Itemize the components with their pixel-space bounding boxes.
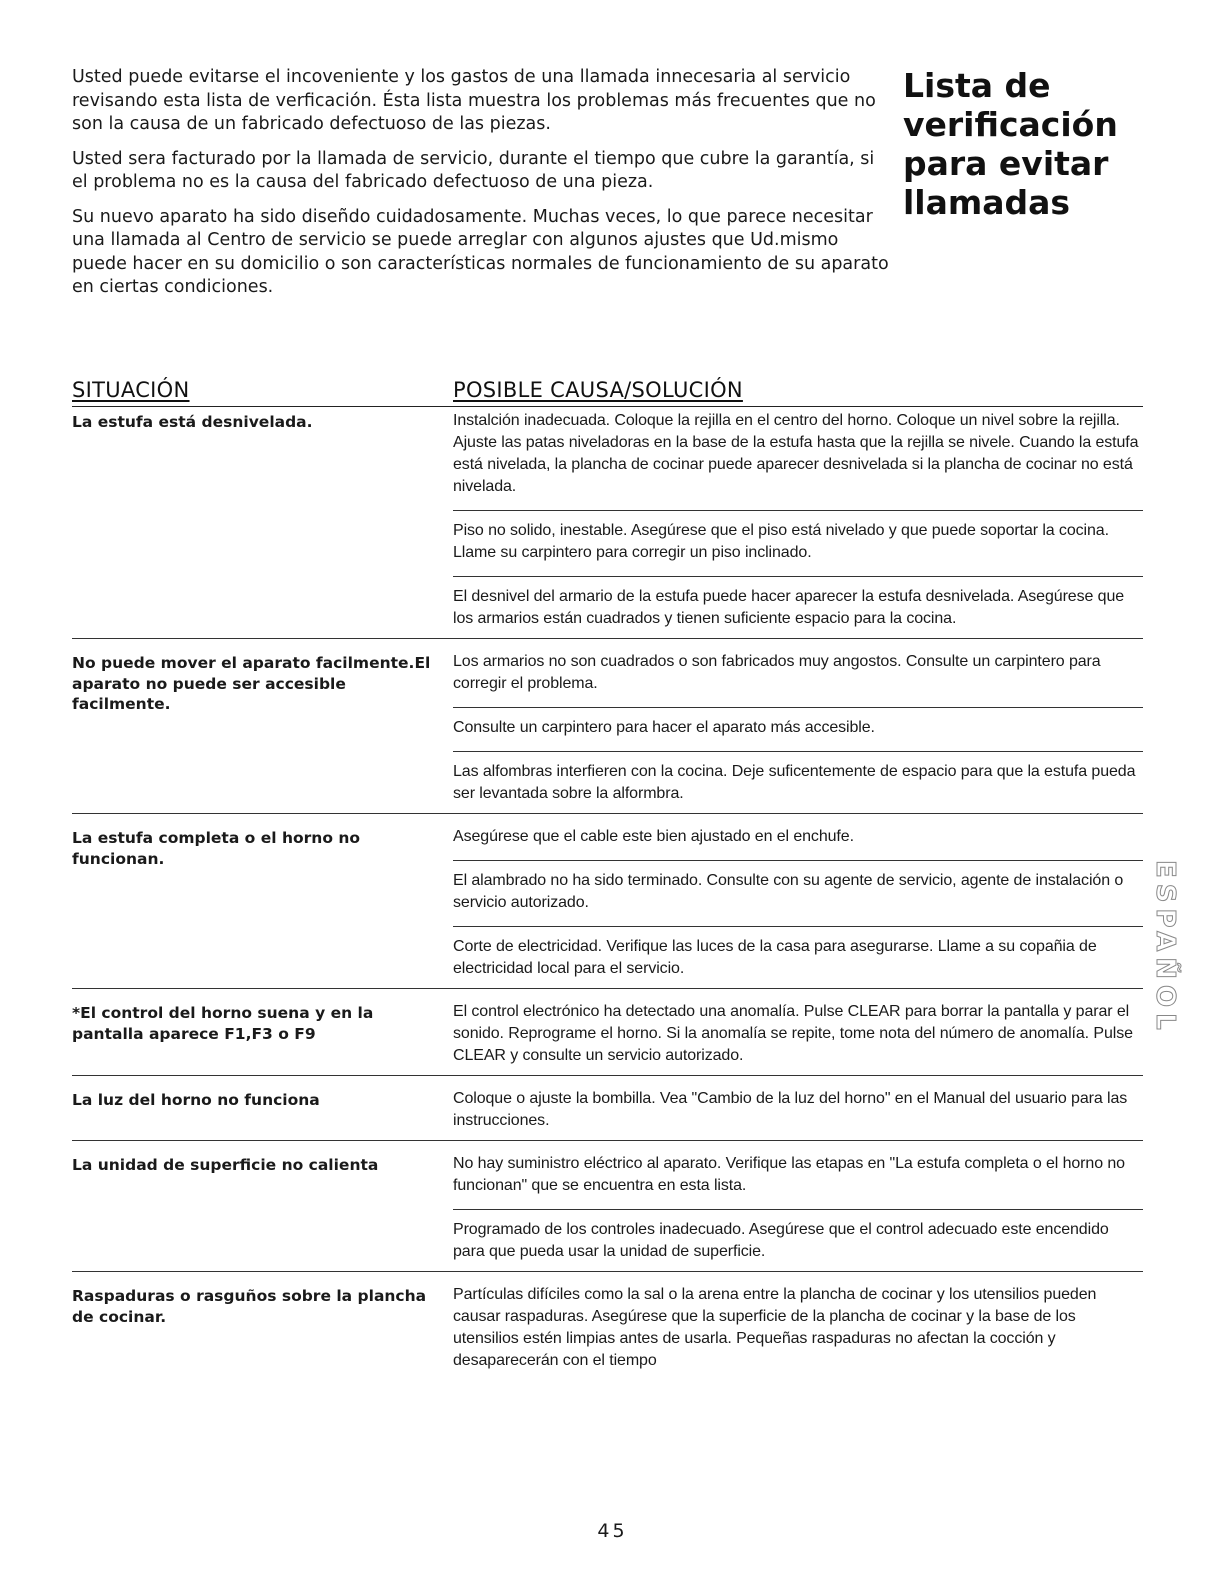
cause-item: Las alfombras interfieren con la cocina. Deje suficentemente de espacio para que la estufa pueda ser levantada sobre la alformbra.	[453, 751, 1143, 807]
situation-header: SITUACIÓN	[72, 378, 190, 402]
cause-item: Los armarios no son cuadrados o son fabricados muy angostos. Consulte un carpintero para corregir el problema.	[453, 653, 1101, 692]
cause-cell	[453, 1282, 1143, 1374]
intro-paragraph-3: Su nuevo aparato ha sido diseñdo cuidadosamente. Muchas veces, lo que parece necesitar una llamada al Centro de servicio se puede arreglar con algunos ajustes que Ud.mismo puede hacer en su domicilio o son características normales de funcionamiento de su aparato en ciertas condiciones.	[72, 206, 889, 297]
cause-item: Corte de electricidad. Verifique las luces de la casa para asegurarse. Llame a su copañia de electricidad local para el servicio.	[453, 926, 1143, 982]
table-row	[72, 1151, 1143, 1272]
table-row	[72, 408, 1143, 639]
language-side-tab: ESPAÑOL	[1150, 860, 1180, 1036]
cause-item: Coloque o ajuste la bombilla. Vea "Cambio de la luz del horno" en el Manual del usuario para las instrucciones.	[453, 1090, 1128, 1129]
cause-item: No hay suministro eléctrico al aparato. Verifique las etapas en "La estufa completa o el horno no funcionan" que se encuentra en esta lista.	[453, 1155, 1125, 1194]
intro-paragraph-1: Usted puede evitarse el incoveniente y los gastos de una llamada innecesaria al servicio revisando esta lista de verficación. Ésta lista muestra los problemas más frecuentes que no son la causa de un fabricado defectuoso de las piezas.	[72, 67, 876, 134]
section-title-line-4: llamadas	[903, 183, 1071, 222]
cause-cell	[453, 824, 1143, 982]
table-row	[72, 1086, 1143, 1141]
cause-cell	[453, 1086, 1143, 1134]
situation-cell: La luz del horno no funciona	[72, 1091, 320, 1109]
cause-cell	[453, 999, 1143, 1069]
cause-item: Partículas difíciles como la sal o la arena entre la plancha de cocinar y los utensilios pueden causar raspaduras. Asegúrese que la superficie de la plancha de cocinar y la base de los utensilios estén limpias antes de usarla. Pequeñas raspaduras no afectan la cocción y desaparecerán con el tiempo	[453, 1286, 1097, 1369]
intro-text	[72, 66, 892, 311]
cause-item: Asegúrese que el cable este bien ajustado en el enchufe.	[453, 828, 854, 845]
section-title-line-2: verificación	[903, 105, 1118, 144]
section-title	[903, 66, 1203, 222]
table-row	[72, 824, 1143, 989]
cause-header: POSIBLE CAUSA/SOLUCIÓN	[453, 378, 743, 402]
page-number: 45	[597, 1520, 628, 1542]
cause-item: Piso no solido, inestable. Asegúrese que el piso está nivelado y que puede soportar la cocina. Llame su carpintero para corregir un piso inclinado.	[453, 510, 1143, 576]
section-title-line-1: Lista de	[903, 66, 1051, 105]
situation-cell: No puede mover el aparato facilmente.El aparato no puede ser accesible facilmente.	[72, 654, 431, 713]
cause-item: El desnivel del armario de la estufa puede hacer aparecer la estufa desnivelada. Asegúrese que los armarios están cuadrados y tienen suficiente espacio para la cocina.	[453, 576, 1143, 632]
cause-cell	[453, 1151, 1143, 1265]
situation-cell: Raspaduras o rasguños sobre la plancha de cocinar.	[72, 1287, 427, 1326]
troubleshooting-table	[72, 408, 1143, 1390]
situation-cell: La estufa completa o el horno no funcionan.	[72, 829, 361, 868]
section-title-line-3: para evitar	[903, 144, 1109, 183]
situation-cell: *El control del horno suena y en la pantalla aparece F1,F3 o F9	[72, 1004, 374, 1043]
table-row	[72, 649, 1143, 814]
table-row	[72, 999, 1143, 1076]
cause-item: Programado de los controles inadecuado. Asegúrese que el control adecuado este encendido para que pueda usar la unidad de superficie.	[453, 1209, 1143, 1265]
cause-item: Instalción inadecuada. Coloque la rejilla en el centro del horno. Coloque un nivel sobre la rejilla. Ajuste las patas niveladoras en la base de la estufa hasta que la rejilla se nivele. Cuando la estufa está nivelada, la plancha de cocinar puede aparecer desnivelada si la plancha de cocinar no está nivelada.	[453, 412, 1139, 495]
table-row	[72, 1282, 1143, 1380]
cause-item: El alambrado no ha sido terminado. Consulte con su agente de servicio, agente de instalación o servicio autorizado.	[453, 860, 1143, 926]
situation-cell: La estufa está desnivelada.	[72, 413, 313, 431]
cause-cell	[453, 649, 1143, 807]
cause-item: Consulte un carpintero para hacer el aparato más accesible.	[453, 707, 1143, 751]
cause-item: El control electrónico ha detectado una anomalía. Pulse CLEAR para borrar la pantalla y parar el sonido. Reprograme el horno. Si la anomalía se repite, tome nota del número de anomalía. Pulse CLEAR y consulte un servicio autorizado.	[453, 1003, 1133, 1064]
table-header	[72, 378, 1143, 407]
intro-paragraph-2: Usted sera facturado por la llamada de servicio, durante el tiempo que cubre la garantía, si el problema no es la causa del fabricado defectuoso de una pieza.	[72, 148, 875, 192]
situation-cell: La unidad de superficie no calienta	[72, 1156, 379, 1174]
cause-cell	[453, 408, 1143, 632]
